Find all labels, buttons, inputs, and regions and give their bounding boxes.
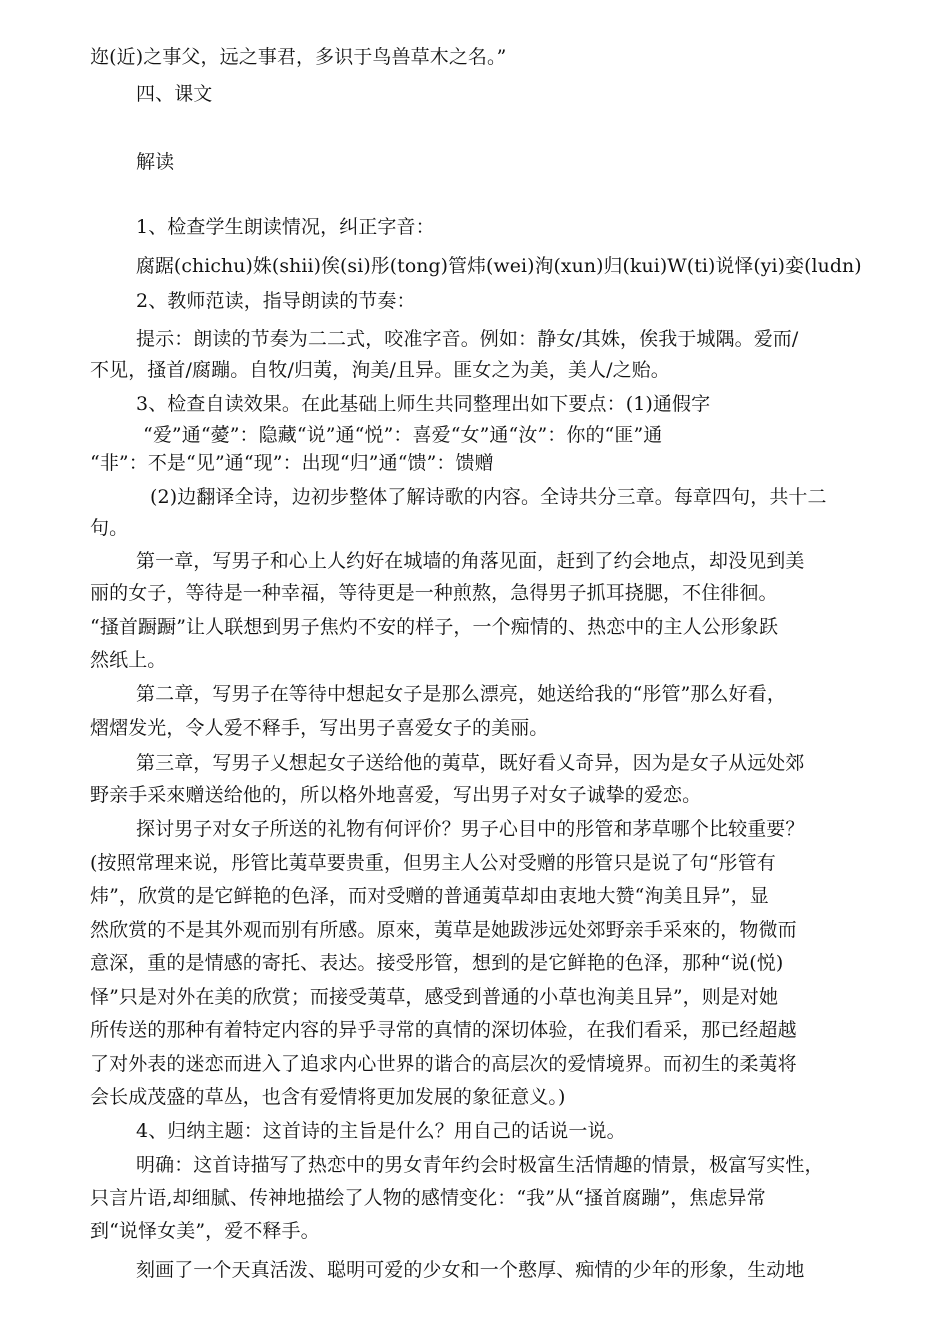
discussion-line-7: 所传送的那种有着特定内容的异乎寻常的真情的深切体验，在我们看采，那已经超越 bbox=[90, 1019, 797, 1041]
portrayal-line-1: 刻画了一个天真活泼、聪明可爱的少女和一个憨厚、痴情的少年的形象，生动地 bbox=[136, 1259, 805, 1281]
chapter-1-line-1: 第一章，写男子和心上人约好在城墙的角落见面，赶到了约会地点，却没见到美 bbox=[136, 550, 805, 572]
chapter-1-line-2: 丽的女子，等待是一种幸福，等待更是一种煎熬，急得男子抓耳挠腮，不住徘徊。 bbox=[90, 582, 778, 604]
discussion-line-1: 探讨男子对女子所送的礼物有何评价？男子心目中的彤管和茅草哪个比较重要？ bbox=[136, 818, 805, 840]
discussion-line-5: 意深，重的是情感的寄托、表达。接受彤管，想到的是它鲜艳的色泽，那种“说(悦) bbox=[90, 952, 784, 974]
conclusion-line-2: 只言片语,却细腻、传神地描绘了人物的感情变化：“我”从“搔首腐蹦”，焦虑异常 bbox=[90, 1187, 766, 1209]
discussion-line-8: 了对外表的迷恋而进入了追求内心世界的谐合的高层次的爱情境界。而初生的柔荑将 bbox=[90, 1053, 797, 1075]
pronunciation-line: 腐踞(chichu)姝(shii)俟(si)彤(tong)管炜(wei)洵(xun)归(kui)W(ti)说怿(yi)娈(ludn) bbox=[136, 255, 862, 277]
chapter-2-line-1: 第二章，写男子在等待中想起女子是那么漂亮，她送给我的“彤管”那么好看， bbox=[136, 683, 786, 705]
chapter-3-line-2: 野亲手采來赠送给他的，所以格外地喜爱，写出男子对女子诚挚的爱恋。 bbox=[90, 784, 702, 806]
discussion-line-2: (按照常理来说，彤管比荑草要贵重，但男主人公对受赠的彤管只是说了句“彤管有 bbox=[90, 852, 776, 874]
section-heading-cont: 解读 bbox=[136, 151, 175, 173]
text-line-1: 迩(近)之事父，远之事君，多识于鸟兽草木之名。” bbox=[90, 46, 507, 68]
step-2-heading: 2、教师范读，指导朗读的节奏： bbox=[136, 290, 416, 312]
tongjia-line-1: “爱”通“薆”：隐藏“说”通“悦”：喜爱“女”通“汝”：你的“匪”通 bbox=[143, 424, 663, 446]
translation-line-2: 句。 bbox=[90, 517, 129, 539]
chapter-3-line-1: 第三章，写男子乂想起女子送给他的荑草，既好看乂奇异，因为是女子从远处郊 bbox=[136, 752, 805, 774]
section-heading: 四、课文 bbox=[136, 83, 213, 105]
chapter-1-line-3: “搔首蹰蹰”让人联想到男子焦灼不安的样子，一个痴情的、热恋中的主人公形象跃 bbox=[90, 616, 779, 638]
tongjia-line-2: “非”：不是“见”通“现”：出现“归”通“馈”：馈赠 bbox=[90, 452, 494, 474]
step-3-heading: 3、检查自读效果。在此基础上师生共同整理出如下要点：(1)通假字 bbox=[136, 393, 711, 415]
hint-line-1: 提示：朗读的节奏为二二式，咬准字音。例如：静女/其姝，俟我于城隅。爱而/ bbox=[136, 328, 799, 350]
translation-line-1: (2)边翻译全诗，边初步整体了解诗歌的内容。全诗共分三章。每章四句，共十二 bbox=[150, 486, 827, 508]
discussion-line-4: 然欣赏的不是其外观而别有所感。原來，荑草是她跋涉远处郊野亲手采來的，物微而 bbox=[90, 919, 797, 941]
step-4-heading: 4、归纳主题：这首诗的主旨是什么？用自己的话说一说。 bbox=[136, 1120, 626, 1142]
step-1-heading: 1、检查学生朗读情况，纠正字音： bbox=[136, 216, 435, 238]
hint-line-2: 不见，搔首/腐蹦。自牧/归荑，洵美/且异。匪女之为美，美人/之贻。 bbox=[90, 359, 670, 381]
chapter-1-line-4: 然纸上。 bbox=[90, 649, 167, 671]
conclusion-line-3: 到“说怿女美”，爱不释手。 bbox=[90, 1220, 320, 1242]
chapter-2-line-2: 熠熠发光，令人爱不释手，写出男子喜爱女子的美丽。 bbox=[90, 717, 549, 739]
discussion-line-9: 会长成茂盛的草丛，也含有爱情将更加发展的象征意义。) bbox=[90, 1086, 566, 1108]
discussion-line-3: 炜”，欣赏的是它鲜艳的色泽，而对受赠的普通荑草却由衷地大赞“洵美且异”，显 bbox=[90, 885, 769, 907]
discussion-line-6: 怿”只是对外在美的欣赏；而接受荑草，感受到普通的小草也洵美且异”，则是对她 bbox=[90, 986, 779, 1008]
conclusion-line-1: 明确：这首诗描写了热恋中的男女青年约会时极富生活情趣的情景，极富写实性， bbox=[136, 1154, 824, 1176]
